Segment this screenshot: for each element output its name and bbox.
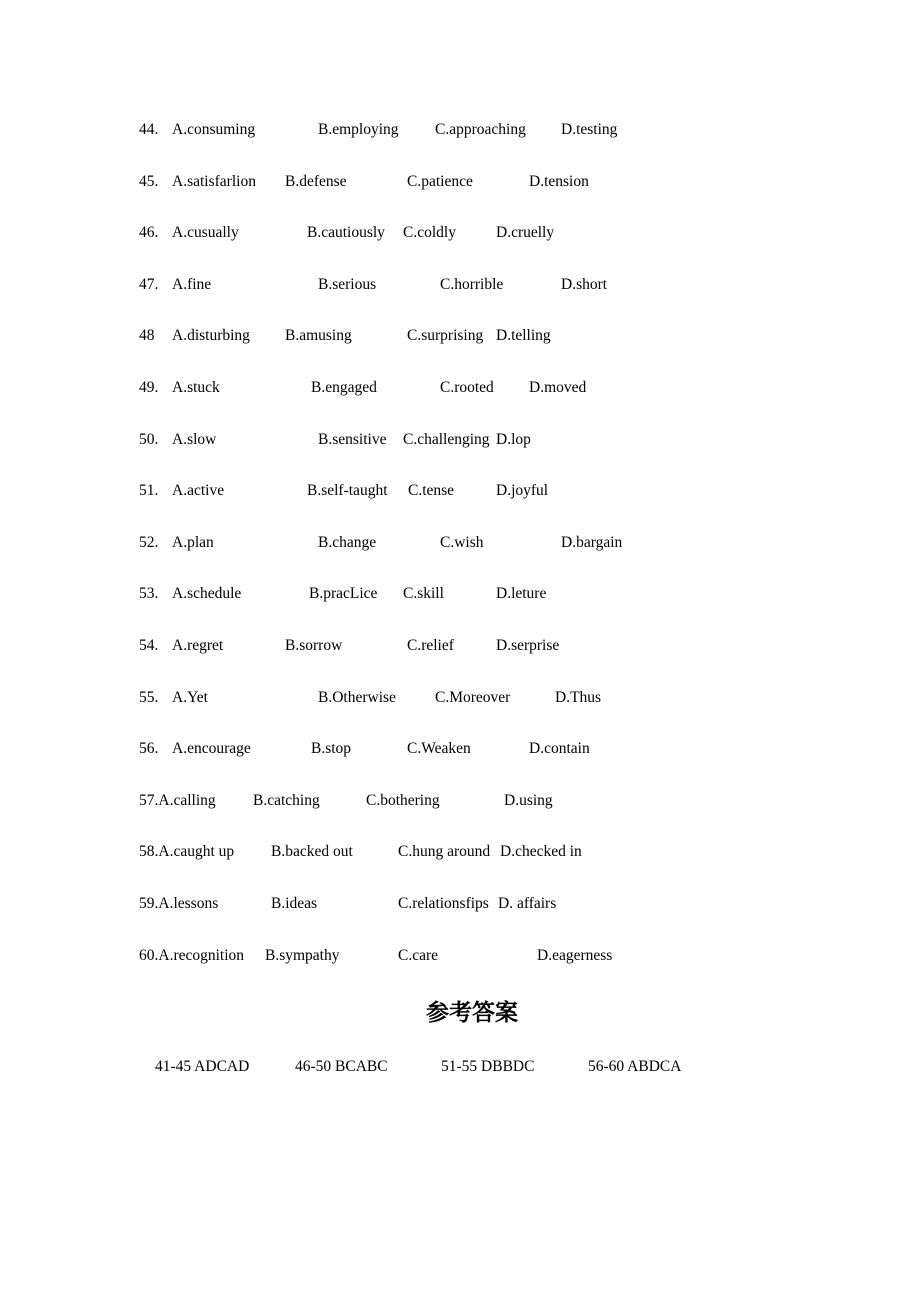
option-b: B.amusing (285, 327, 352, 345)
option-d: D.using (504, 791, 553, 809)
option-b: B.engaged (311, 378, 377, 396)
question-number: 51. (139, 482, 159, 500)
question-51 (0, 480, 920, 532)
option-d: D.cruelly (496, 224, 555, 242)
question-45 (0, 171, 920, 223)
question-59 (0, 893, 920, 945)
option-a: A.satisfarlion (172, 172, 256, 190)
answer-group-41-45: 41-45 ADCAD (155, 1058, 250, 1075)
option-b: B.change (318, 533, 377, 551)
question-47 (0, 274, 920, 326)
option-c: C.skill (403, 585, 444, 603)
option-d: D.short (561, 275, 608, 293)
question-number: 47. (139, 275, 159, 293)
option-c: C.wish (440, 533, 484, 551)
option-b: B.sympathy (265, 946, 340, 964)
option-a: A.Yet (172, 688, 208, 706)
option-d: D.moved (529, 378, 587, 396)
option-b: B.backed out (271, 843, 353, 861)
question-57 (0, 790, 920, 842)
option-c: C.bothering (366, 791, 440, 809)
answer-group-51-55: 51-55 DBBDC (441, 1058, 535, 1075)
option-d: D.Thus (555, 688, 602, 706)
option-d: D.eagerness (537, 946, 613, 964)
answer-group-56-60: 56-60 ABDCA (588, 1058, 682, 1075)
question-number: 55. (139, 688, 159, 706)
option-a: A.slow (172, 430, 217, 448)
option-b: B.defense (285, 172, 347, 190)
question-number: 45. (139, 172, 159, 190)
option-a: 57.A.calling (139, 791, 216, 809)
option-b: B.self-taught (307, 482, 388, 500)
question-54 (0, 635, 920, 687)
option-d: D.testing (561, 121, 618, 138)
option-d: D.tension (529, 172, 589, 190)
option-a: A.fine (172, 275, 212, 293)
option-d: D.lop (496, 430, 531, 448)
option-c: C.surprising (407, 327, 484, 345)
option-c: C.coldly (403, 224, 456, 242)
option-d: D.bargain (561, 533, 623, 551)
option-b: B.pracLice (309, 585, 378, 603)
option-a: A.cusually (172, 224, 239, 242)
question-number: 52. (139, 533, 159, 551)
option-b: B.stop (311, 740, 352, 758)
question-number: 49. (139, 378, 159, 396)
question-number: 50. (139, 430, 159, 448)
question-number: 44. (139, 121, 159, 138)
question-number: 54. (139, 636, 159, 654)
option-c: C.patience (407, 172, 473, 190)
question-56 (0, 738, 920, 790)
question-53 (0, 583, 920, 635)
option-d: D.contain (529, 740, 590, 758)
option-b: B.serious (318, 275, 377, 293)
question-list (0, 119, 920, 996)
option-c: C.relief (407, 636, 454, 654)
option-a: 58.A.caught up (139, 843, 235, 861)
option-c: C.approaching (435, 121, 526, 138)
option-a: 59.A.lessons (139, 894, 219, 912)
question-number: 56. (139, 740, 159, 758)
option-a: A.schedule (172, 585, 242, 603)
option-a: A.disturbing (172, 327, 250, 345)
question-number: 53. (139, 585, 159, 603)
answer-key-title: 参考答案 (426, 1000, 518, 1026)
option-a: A.active (172, 482, 225, 500)
option-b: B.catching (253, 791, 320, 809)
option-b: B.ideas (271, 894, 318, 912)
option-b: B.employing (318, 121, 399, 138)
question-50 (0, 429, 920, 481)
question-60 (0, 945, 920, 997)
option-c: C.Moreover (435, 688, 511, 706)
option-c: C.relationsfips (398, 894, 489, 912)
option-d: D.leture (496, 585, 547, 603)
option-b: B.Otherwise (318, 688, 396, 706)
option-d: D.serprise (496, 636, 560, 654)
option-b: B.sensitive (318, 430, 387, 448)
option-a: A.plan (172, 533, 214, 551)
option-b: B.sorrow (285, 636, 343, 654)
option-c: C.rooted (440, 378, 494, 396)
option-a: 60.A.recognition (139, 946, 245, 964)
option-d: D. affairs (498, 894, 557, 912)
option-d: D.checked in (500, 843, 582, 861)
option-c: C.Weaken (407, 740, 471, 758)
question-52 (0, 532, 920, 584)
question-number: 48 (139, 327, 155, 345)
option-c: C.tense (408, 482, 455, 500)
question-48 (0, 325, 920, 377)
answer-key (0, 1056, 920, 1078)
option-c: C.hung around (398, 843, 491, 861)
option-b: B.cautiously (307, 224, 385, 242)
option-d: D.joyful (496, 482, 549, 500)
option-a: A.regret (172, 636, 224, 654)
answer-group-46-50: 46-50 BCABC (295, 1058, 388, 1075)
question-49 (0, 377, 920, 429)
option-c: C.challenging (403, 430, 490, 448)
question-44 (0, 119, 920, 171)
question-number: 46. (139, 224, 159, 242)
option-a: A.stuck (172, 378, 220, 396)
option-d: D.telling (496, 327, 551, 345)
question-55 (0, 687, 920, 739)
option-c: C.horrible (440, 275, 504, 293)
question-46 (0, 222, 920, 274)
option-a: A.encourage (172, 740, 251, 758)
question-58 (0, 841, 920, 893)
option-c: C.care (398, 946, 439, 964)
option-a: A.consuming (172, 121, 256, 138)
